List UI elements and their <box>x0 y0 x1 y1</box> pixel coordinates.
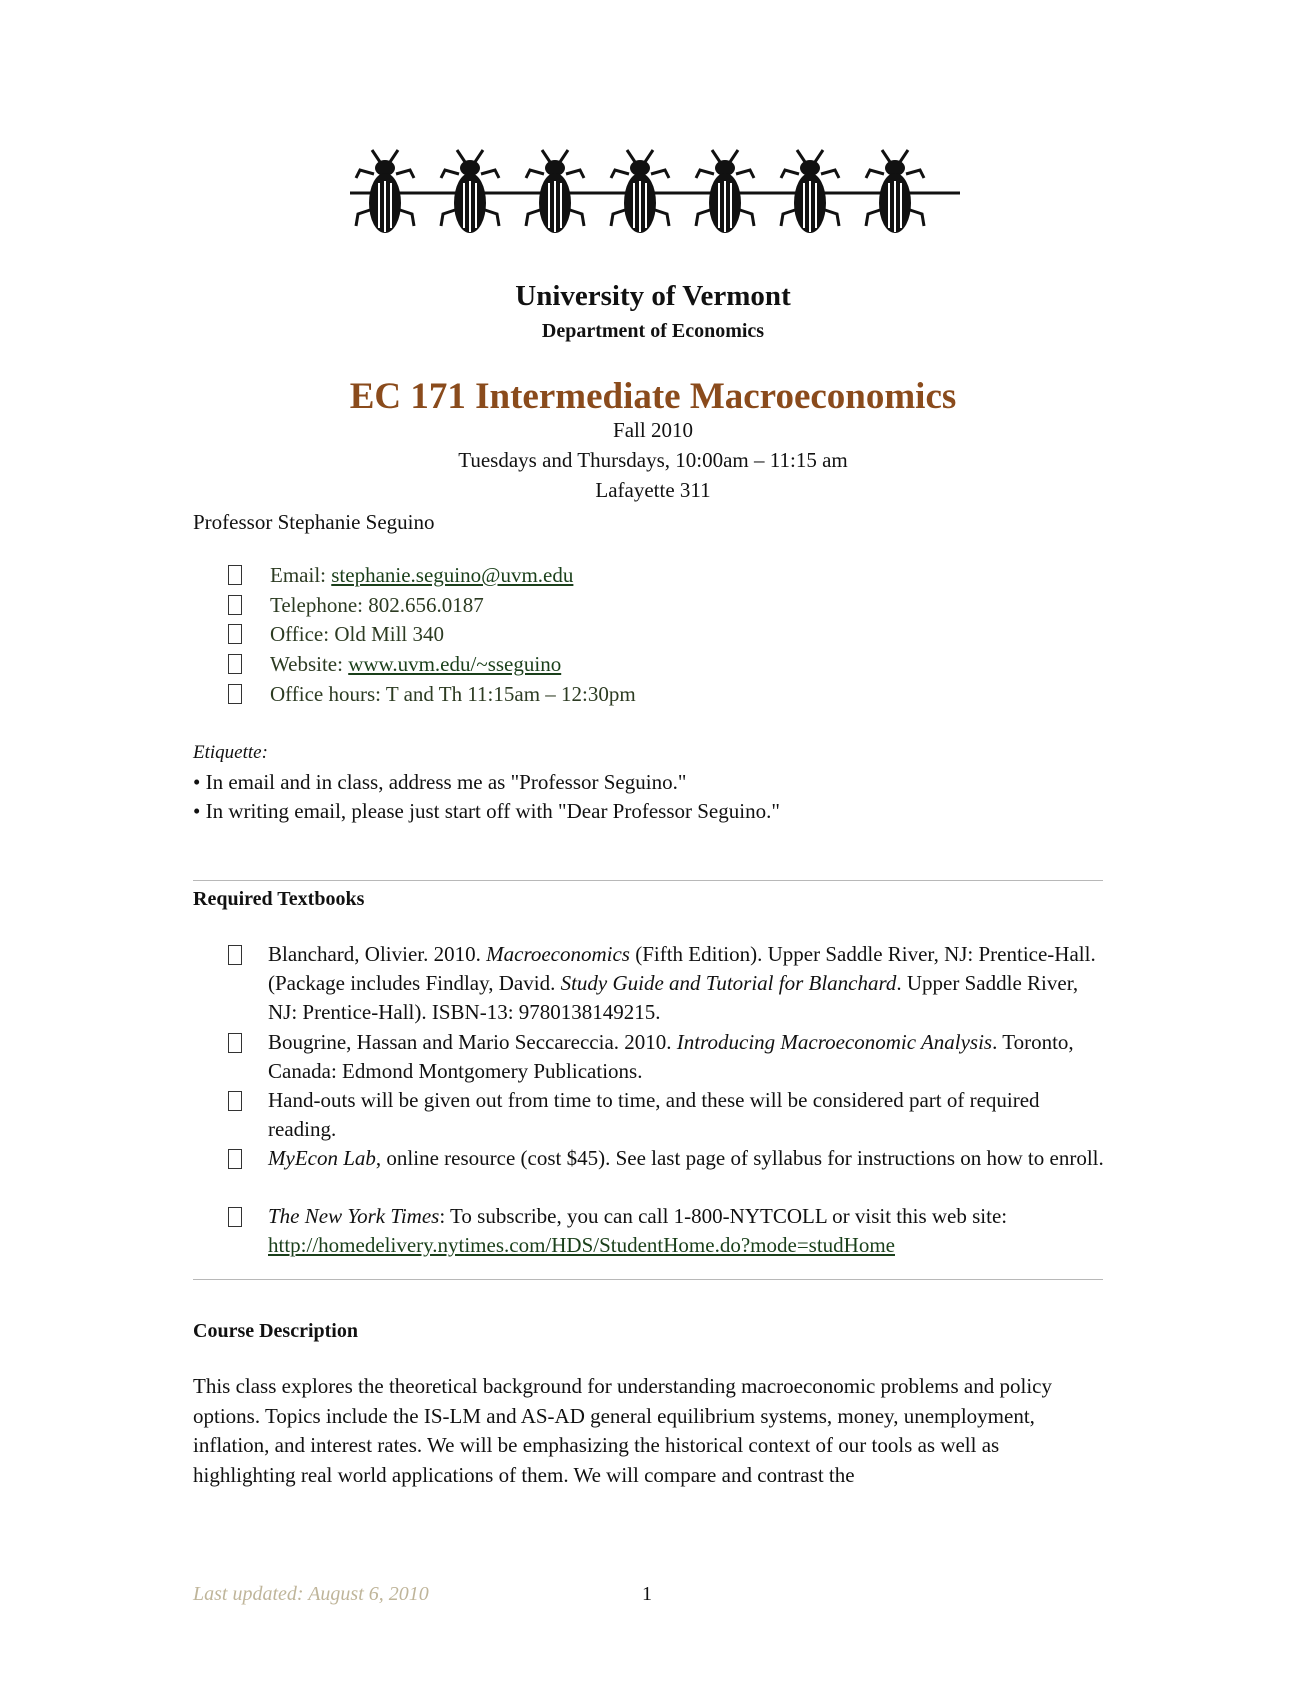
list-item <box>228 622 444 647</box>
telephone: Telephone: 802.656.0187 <box>270 593 484 617</box>
etiquette-heading: Etiquette: <box>193 742 268 763</box>
box-bullet-icon <box>228 624 242 644</box>
list-item: Bougrine, Hassan and Mario Seccareccia. 2010. Introducing Macroeconomic Analysis. Toronto, Canada: Edmond Montgomery Publications. <box>228 1028 1108 1088</box>
description-text: This class explores the theoretical background for understanding macroeconomic problems and policy options. Topics include the IS-LM and AS-AD general equilibrium systems, money, unemployment, inflation, and interest rates. We will be emphasizing the historical context of our tools as well as highlighting real world applications of them. We will compare and contrast the <box>193 1374 1052 1487</box>
page-number: 1 <box>642 1583 652 1605</box>
description-heading: Course Description <box>193 1320 358 1342</box>
term: Fall 2010 <box>613 418 693 442</box>
box-bullet-icon <box>228 684 242 704</box>
university-name: University of Vermont <box>515 280 791 312</box>
list-item: MyEcon Lab, online resource (cost $45). See last page of syllabus for instructions on how to enroll. <box>228 1144 1108 1204</box>
office: Office: Old Mill 340 <box>270 622 445 646</box>
professor-name: Professor Stephanie Seguino <box>193 510 435 534</box>
etiquette-item: • In writing email, please just start off with "Dear Professor Seguino." <box>193 799 780 823</box>
schedule: Tuesdays and Thursdays, 10:00am – 11:15 am <box>458 448 848 472</box>
email-link[interactable]: stephanie.seguino@uvm.edu <box>331 563 574 587</box>
course-title: EC 171 Intermediate Macroeconomics <box>349 376 957 417</box>
nytimes-link[interactable]: http://homedelivery.nytimes.com/HDS/StudentHome.do?mode=studHome <box>268 1233 895 1257</box>
list-item: Website: www.uvm.edu/~sseguino <box>228 652 561 677</box>
last-updated: Last updated: August 6, 2010 <box>193 1583 429 1605</box>
box-bullet-icon <box>228 565 242 585</box>
textbooks-heading: Required Textbooks <box>193 888 365 910</box>
box-bullet-icon <box>228 1033 242 1053</box>
department-name: Department of Economics <box>541 320 765 342</box>
divider <box>193 880 1103 881</box>
list-item: Email: stephanie.seguino@uvm.edu <box>228 563 573 588</box>
website-link[interactable]: www.uvm.edu/~sseguino <box>348 652 562 676</box>
office-hours: Office hours: T and Th 11:15am – 12:30pm <box>270 682 636 706</box>
box-bullet-icon <box>228 595 242 615</box>
box-bullet-icon <box>228 1207 242 1227</box>
contact-list <box>228 563 1128 723</box>
list-item: The New York Times: To subscribe, you can call 1-800-NYTCOLL or visit this web site: http://homedelivery.nytimes.com/HDS/StudentHome.do?mode=studHome <box>228 1202 1108 1262</box>
box-bullet-icon <box>228 945 242 965</box>
location: Lafayette 311 <box>595 478 711 502</box>
list-item: Hand-outs will be given out from time to time, and these will be considered part of required reading. <box>228 1086 1108 1146</box>
beetle-border-icon <box>350 148 960 248</box>
list-item <box>228 593 484 618</box>
etiquette-item: • In email and in class, address me as "Professor Seguino." <box>193 770 687 794</box>
box-bullet-icon <box>228 1091 242 1111</box>
box-bullet-icon <box>228 1149 242 1169</box>
divider <box>193 1279 1103 1280</box>
list-item: Blanchard, Olivier. 2010. Macroeconomics (Fifth Edition). Upper Saddle River, NJ: Prentice-Hall. (Package includes Findlay, David. Study Guide and Tutorial for Blanchard. Upper Saddle River, NJ: Prentice-Hall). ISBN-13: 9780138149215. <box>228 940 1108 1030</box>
box-bullet-icon <box>228 654 242 674</box>
list-item <box>228 682 636 707</box>
